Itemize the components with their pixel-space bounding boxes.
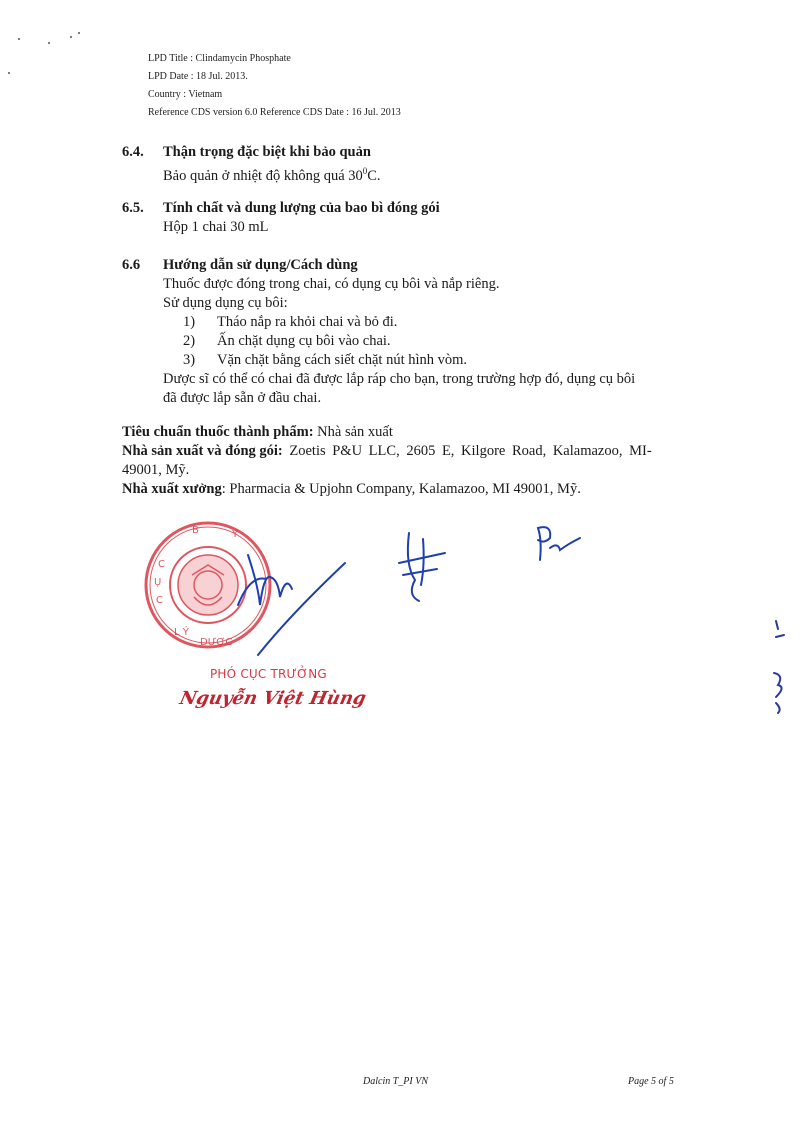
scan-speck (8, 72, 10, 74)
stamp-title: PHÓ CỤC TRƯỞNG (210, 667, 327, 681)
producer-continued: 49001, Mỹ. (122, 462, 190, 478)
section-number: 6.6 (122, 257, 141, 273)
usage-line: Thuốc được đóng trong chai, có dụng cụ bôi và nắp riêng. (163, 276, 500, 292)
scan-speck (18, 38, 20, 40)
section-6-5 (122, 199, 440, 237)
document-header (148, 50, 401, 122)
lpd-date: LPD Date : 18 Jul. 2013. (148, 71, 248, 82)
scan-speck (48, 42, 50, 44)
finished-product-standard: Tiêu chuẩn thuốc thành phẩm: Nhà sản xuất (122, 424, 393, 440)
footer-doc-id: Dalcin T_PI VN (363, 1076, 428, 1087)
svg-text:C: C (158, 559, 165, 570)
section-6-4 (122, 143, 381, 186)
section-number: 6.5. (122, 200, 144, 216)
section-title: Hướng dẫn sử dụng/Cách dùng (163, 257, 358, 273)
usage-line: Sử dụng dụng cụ bôi: (163, 295, 288, 311)
reference-cds: Reference CDS version 6.0 Reference CDS Date : 16 Jul. 2013 (148, 107, 401, 118)
svg-text:Y: Y (232, 529, 239, 540)
section-number: 6.4. (122, 144, 144, 160)
producer: Nhà sản xuất và đóng gói: Zoetis P&U LLC, 2605 E, Kilgore Road, Kalamazoo, MI- (122, 443, 652, 459)
list-item: 1) Tháo nắp ra khỏi chai và bỏ đi. (183, 314, 398, 330)
svg-text:L Ý: L Ý (174, 627, 189, 638)
scan-speck (78, 32, 80, 34)
signer-name: Nguyễn Việt Hùng (177, 688, 368, 709)
section-6-6 (122, 256, 635, 408)
official-stamp-area (140, 505, 380, 735)
section-body: Hộp 1 chai 30 mL (163, 219, 269, 235)
second-signature-icon (530, 520, 590, 570)
footer-page-number: Page 5 of 5 (628, 1076, 674, 1087)
margin-ink-mark-icon (770, 615, 790, 715)
svg-text:C: C (156, 595, 163, 606)
country: Country : Vietnam (148, 89, 223, 100)
section-title: Tính chất và dung lượng của bao bì đóng gói (163, 200, 440, 216)
section-title: Thận trọng đặc biệt khi bảo quản (163, 144, 371, 160)
scan-speck (70, 36, 72, 38)
svg-text:Ụ: Ụ (154, 577, 162, 588)
section-body: Bảo quản ở nhiệt độ không quá $30^0C$. (163, 166, 381, 184)
release-facility: Nhà xuất xưởng: Pharmacia & Upjohn Company, Kalamazoo, MI 49001, Mỹ. (122, 481, 581, 497)
svg-text:B: B (192, 525, 199, 536)
list-item: 2) Ấn chặt dụng cụ bôi vào chai. (183, 333, 391, 349)
manufacturer-block (122, 423, 722, 499)
lpd-title: LPD Title : Clindamycin Phosphate (148, 53, 291, 64)
list-item: 3) Vặn chặt bằng cách siết chặt nút hình vòm. (183, 352, 468, 368)
initials-signature-icon (395, 525, 455, 605)
usage-note: đã được lắp sẵn ở đầu chai. (163, 390, 322, 406)
usage-note: Dược sĩ có thể có chai đã được lắp ráp cho bạn, trong trường hợp đó, dụng cụ bôi (163, 371, 636, 387)
svg-text:DƯỢC: DƯỢC (200, 637, 233, 648)
